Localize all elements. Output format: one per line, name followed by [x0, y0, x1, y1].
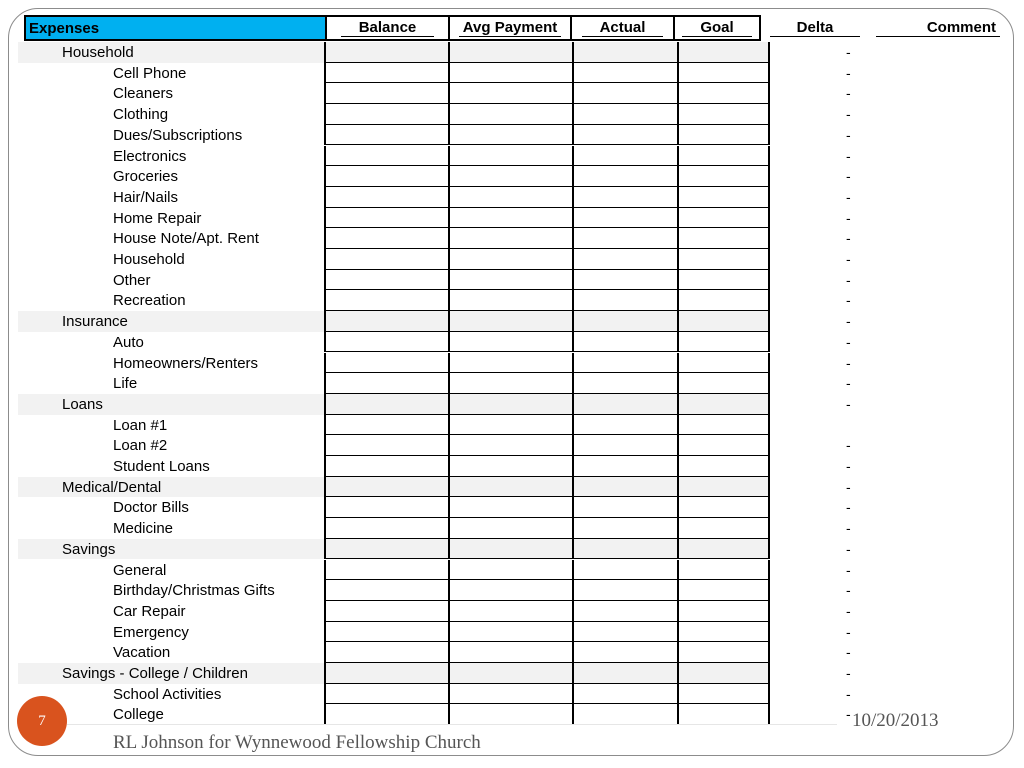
- delta-value: -: [846, 271, 851, 288]
- avg-payment-cell[interactable]: [448, 477, 574, 498]
- actual-cell[interactable]: [572, 663, 679, 684]
- row-label: Medical/Dental: [62, 478, 162, 496]
- delta-value: -: [846, 44, 851, 60]
- goal-cell[interactable]: [677, 518, 770, 539]
- avg-payment-cell[interactable]: [448, 663, 574, 684]
- delta-value: -: [846, 520, 851, 537]
- delta-value: -: [846, 147, 851, 164]
- actual-cell[interactable]: [572, 290, 679, 311]
- delta-value: -: [846, 375, 851, 392]
- row-label: College: [113, 706, 164, 724]
- row-label: Household: [62, 44, 134, 61]
- actual-cell[interactable]: [572, 622, 679, 643]
- delta-value: -: [846, 209, 851, 226]
- actual-cell[interactable]: [572, 394, 679, 415]
- goal-cell[interactable]: [677, 580, 770, 601]
- goal-cell[interactable]: [677, 290, 770, 311]
- balance-cell[interactable]: [324, 663, 450, 684]
- actual-cell[interactable]: [572, 435, 679, 456]
- balance-cell[interactable]: [324, 42, 450, 63]
- row-label: Loan #1: [113, 416, 168, 434]
- row-label: School Activities: [113, 685, 222, 703]
- actual-cell[interactable]: [572, 228, 679, 249]
- delta-value: -: [846, 582, 851, 599]
- avg-payment-cell[interactable]: [448, 642, 574, 663]
- avg-payment-cell[interactable]: [448, 518, 574, 539]
- avg-payment-cell[interactable]: [448, 704, 574, 725]
- row-label: Insurance: [62, 313, 128, 331]
- delta-value: -: [846, 561, 851, 578]
- avg-payment-cell[interactable]: [448, 42, 574, 63]
- avg-payment-cell[interactable]: [448, 146, 574, 167]
- actual-cell[interactable]: [572, 63, 679, 84]
- header-actual: [572, 15, 675, 41]
- row-label: Auto: [113, 333, 144, 351]
- avg-payment-cell[interactable]: [448, 539, 574, 560]
- delta-value: -: [846, 706, 851, 723]
- goal-cell[interactable]: [677, 539, 770, 560]
- goal-cell[interactable]: [677, 497, 770, 518]
- delta-value: -: [846, 685, 851, 702]
- row-label: Recreation: [113, 292, 186, 310]
- goal-cell[interactable]: [677, 394, 770, 415]
- row-label: General: [113, 561, 167, 579]
- balance-cell[interactable]: [324, 704, 450, 725]
- header-avg-payment: [450, 15, 572, 41]
- actual-cell[interactable]: [572, 83, 679, 104]
- delta-value: -: [846, 602, 851, 619]
- actual-cell[interactable]: [572, 249, 679, 270]
- balance-cell[interactable]: [324, 311, 450, 332]
- row-label: Doctor Bills: [113, 499, 189, 517]
- row-label: Emergency: [113, 623, 189, 641]
- header-balance: [327, 15, 450, 41]
- delta-value: -: [846, 623, 851, 640]
- header-goal: [675, 15, 761, 41]
- balance-cell[interactable]: [324, 63, 450, 84]
- balance-cell[interactable]: [324, 208, 450, 229]
- goal-cell[interactable]: [677, 353, 770, 374]
- balance-cell[interactable]: [324, 497, 450, 518]
- header-delta: [770, 15, 860, 41]
- avg-payment-cell[interactable]: [448, 435, 574, 456]
- header-balance-label: Balance: [341, 19, 435, 37]
- balance-cell[interactable]: [324, 166, 450, 187]
- balance-cell[interactable]: [324, 622, 450, 643]
- actual-cell[interactable]: [572, 642, 679, 663]
- delta-value: -: [846, 85, 851, 102]
- goal-cell[interactable]: [677, 684, 770, 705]
- avg-payment-cell[interactable]: [448, 125, 574, 146]
- row-label: Household: [113, 251, 185, 268]
- balance-cell[interactable]: [324, 601, 450, 622]
- row-label: Electronics: [113, 147, 187, 165]
- balance-cell[interactable]: [324, 332, 450, 353]
- actual-cell[interactable]: [572, 704, 679, 725]
- goal-cell[interactable]: [677, 228, 770, 249]
- balance-cell[interactable]: [324, 373, 450, 394]
- actual-cell[interactable]: [572, 497, 679, 518]
- row-label: Cleaners: [113, 85, 174, 103]
- delta-value: -: [846, 230, 851, 247]
- actual-cell[interactable]: [572, 601, 679, 622]
- header-expenses-label: Expenses: [29, 19, 100, 37]
- balance-cell[interactable]: [324, 83, 450, 104]
- actual-cell[interactable]: [572, 353, 679, 374]
- goal-cell[interactable]: [677, 311, 770, 332]
- avg-payment-cell[interactable]: [448, 684, 574, 705]
- row-label: Cell Phone: [113, 64, 187, 82]
- actual-cell[interactable]: [572, 373, 679, 394]
- balance-cell[interactable]: [324, 228, 450, 249]
- delta-value: -: [846, 168, 851, 185]
- row-label: Medicine: [113, 520, 174, 538]
- goal-cell[interactable]: [677, 166, 770, 187]
- avg-payment-cell[interactable]: [448, 290, 574, 311]
- row-label: Dues/Subscriptions: [113, 126, 243, 144]
- avg-payment-cell[interactable]: [448, 228, 574, 249]
- delta-value: -: [846, 106, 851, 123]
- page-number-badge: [17, 696, 67, 746]
- actual-cell[interactable]: [572, 518, 679, 539]
- balance-cell[interactable]: [324, 187, 450, 208]
- header-goal-label: Goal: [682, 19, 751, 37]
- goal-cell[interactable]: [677, 42, 770, 63]
- actual-cell[interactable]: [572, 580, 679, 601]
- goal-cell[interactable]: [677, 477, 770, 498]
- row-label: Groceries: [113, 168, 179, 186]
- row-label: Homeowners/Renters: [113, 354, 259, 372]
- balance-cell[interactable]: [324, 684, 450, 705]
- actual-cell[interactable]: [572, 415, 679, 436]
- balance-cell[interactable]: [324, 353, 450, 374]
- goal-cell[interactable]: [677, 415, 770, 436]
- delta-value: -: [846, 64, 851, 81]
- row-label: Other: [113, 271, 151, 289]
- balance-cell[interactable]: [324, 477, 450, 498]
- avg-payment-cell[interactable]: [448, 497, 574, 518]
- row-label: Savings: [62, 540, 116, 558]
- delta-value: -: [846, 251, 851, 267]
- delta-value: -: [846, 126, 851, 143]
- balance-cell[interactable]: [324, 456, 450, 477]
- avg-payment-cell[interactable]: [448, 353, 574, 374]
- delta-value: -: [846, 665, 851, 681]
- actual-cell[interactable]: [572, 456, 679, 477]
- delta-value: -: [846, 437, 851, 454]
- actual-cell[interactable]: [572, 270, 679, 291]
- footer-date: 10/20/2013: [852, 710, 939, 731]
- goal-cell[interactable]: [677, 270, 770, 291]
- delta-value: -: [846, 333, 851, 350]
- goal-cell[interactable]: [677, 642, 770, 663]
- row-label: Hair/Nails: [113, 188, 179, 206]
- balance-cell[interactable]: [324, 642, 450, 663]
- goal-cell[interactable]: [677, 663, 770, 684]
- avg-payment-cell[interactable]: [448, 208, 574, 229]
- goal-cell[interactable]: [677, 63, 770, 84]
- goal-cell[interactable]: [677, 249, 770, 270]
- delta-value: -: [846, 644, 851, 661]
- avg-payment-cell[interactable]: [448, 311, 574, 332]
- delta-value: -: [846, 540, 851, 557]
- header-avg-payment-label: Avg Payment: [459, 19, 561, 37]
- actual-cell[interactable]: [572, 539, 679, 560]
- goal-cell[interactable]: [677, 622, 770, 643]
- balance-cell[interactable]: [324, 539, 450, 560]
- balance-cell[interactable]: [324, 518, 450, 539]
- actual-cell[interactable]: [572, 104, 679, 125]
- actual-cell[interactable]: [572, 477, 679, 498]
- balance-cell[interactable]: [324, 394, 450, 415]
- row-label: Car Repair: [113, 602, 186, 620]
- footer-author: RL Johnson for Wynnewood Fellowship Church: [113, 732, 481, 753]
- avg-payment-cell[interactable]: [448, 580, 574, 601]
- header-expenses: [24, 15, 327, 41]
- delta-value: -: [846, 354, 851, 371]
- balance-cell[interactable]: [324, 104, 450, 125]
- avg-payment-cell[interactable]: [448, 166, 574, 187]
- avg-payment-cell[interactable]: [448, 456, 574, 477]
- row-label: Loans: [62, 395, 103, 413]
- balance-cell[interactable]: [324, 435, 450, 456]
- goal-cell[interactable]: [677, 187, 770, 208]
- goal-cell[interactable]: [677, 83, 770, 104]
- actual-cell[interactable]: [572, 166, 679, 187]
- avg-payment-cell[interactable]: [448, 63, 574, 84]
- avg-payment-cell[interactable]: [448, 373, 574, 394]
- goal-cell[interactable]: [677, 208, 770, 229]
- avg-payment-cell[interactable]: [448, 104, 574, 125]
- delta-value: -: [846, 458, 851, 474]
- actual-cell[interactable]: [572, 187, 679, 208]
- goal-cell[interactable]: [677, 601, 770, 622]
- avg-payment-cell[interactable]: [448, 601, 574, 622]
- footer-divider: [67, 724, 837, 725]
- row-label: Loan #2: [113, 437, 168, 455]
- avg-payment-cell[interactable]: [448, 622, 574, 643]
- delta-value: -: [846, 313, 851, 330]
- balance-cell[interactable]: [324, 560, 450, 581]
- avg-payment-cell[interactable]: [448, 249, 574, 270]
- row-label: Home Repair: [113, 209, 202, 227]
- actual-cell[interactable]: [572, 125, 679, 146]
- avg-payment-cell[interactable]: [448, 415, 574, 436]
- page-number: 7: [38, 712, 46, 729]
- goal-cell[interactable]: [677, 704, 770, 725]
- avg-payment-cell[interactable]: [448, 560, 574, 581]
- actual-cell[interactable]: [572, 560, 679, 581]
- goal-cell[interactable]: [677, 456, 770, 477]
- balance-cell[interactable]: [324, 290, 450, 311]
- balance-cell[interactable]: [324, 270, 450, 291]
- goal-cell[interactable]: [677, 104, 770, 125]
- actual-cell[interactable]: [572, 208, 679, 229]
- delta-value: -: [846, 395, 851, 412]
- delta-value: -: [846, 499, 851, 516]
- goal-cell[interactable]: [677, 125, 770, 146]
- actual-cell[interactable]: [572, 42, 679, 63]
- actual-cell[interactable]: [572, 332, 679, 353]
- goal-cell[interactable]: [677, 560, 770, 581]
- header-actual-label: Actual: [582, 19, 664, 37]
- delta-value: -: [846, 188, 851, 205]
- actual-cell[interactable]: [572, 146, 679, 167]
- actual-cell[interactable]: [572, 684, 679, 705]
- row-label: Birthday/Christmas Gifts: [113, 582, 275, 600]
- row-label: House Note/Apt. Rent: [113, 230, 259, 248]
- row-label: Student Loans: [113, 458, 210, 475]
- row-label: Savings - College / Children: [62, 665, 248, 682]
- goal-cell[interactable]: [677, 435, 770, 456]
- balance-cell[interactable]: [324, 580, 450, 601]
- goal-cell[interactable]: [677, 373, 770, 394]
- avg-payment-cell[interactable]: [448, 270, 574, 291]
- header-comment-label: Comment: [876, 19, 1000, 37]
- row-label: Clothing: [113, 106, 169, 124]
- delta-value: -: [846, 292, 851, 309]
- header-comment: [876, 15, 1000, 41]
- actual-cell[interactable]: [572, 311, 679, 332]
- row-label: Vacation: [113, 644, 171, 662]
- balance-cell[interactable]: [324, 249, 450, 270]
- balance-cell[interactable]: [324, 415, 450, 436]
- goal-cell[interactable]: [677, 332, 770, 353]
- row-label: Life: [113, 375, 138, 393]
- avg-payment-cell[interactable]: [448, 394, 574, 415]
- goal-cell[interactable]: [677, 146, 770, 167]
- avg-payment-cell[interactable]: [448, 332, 574, 353]
- delta-value: -: [846, 478, 851, 495]
- balance-cell[interactable]: [324, 125, 450, 146]
- header-delta-label: Delta: [770, 19, 860, 37]
- balance-cell[interactable]: [324, 146, 450, 167]
- avg-payment-cell[interactable]: [448, 187, 574, 208]
- avg-payment-cell[interactable]: [448, 83, 574, 104]
